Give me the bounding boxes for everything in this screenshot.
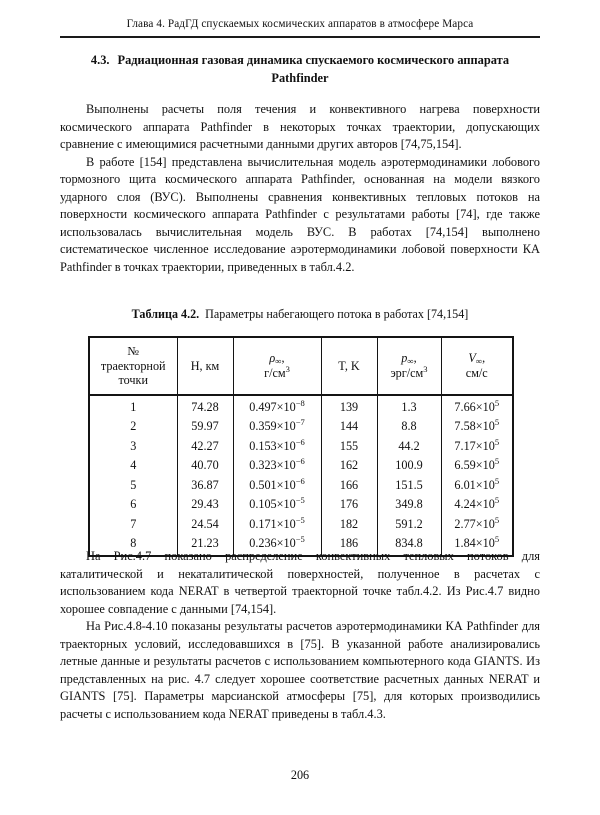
cell-pressure: 44.2	[377, 436, 441, 456]
table-row	[89, 436, 513, 456]
table-row	[89, 395, 513, 417]
subscript-infinity: ∞	[275, 355, 282, 366]
paragraph: На Рис.4.8-4.10 показаны результаты расчетов аэротермодинамики КА Pathfinder для траекторных условий, исследовавшихся в [75]. В указанной работе анализировались летные данные и результаты расчетов с использованием компьютерного кода GIANTS. Из представленных на рис. 4.7 следует хорошее соответствие расчетных данных NERAT и GIANTS [75]. Параметры марсианской атмосферы [75], для которых производились расчеты с использованием кода NERAT приведены в табл.4.3.	[60, 619, 540, 721]
cell-altitude: 29.43	[177, 495, 233, 515]
times-ten: ×10	[475, 438, 495, 453]
params-table	[88, 336, 514, 557]
cell-point-number: 8	[89, 534, 177, 557]
cell-density	[233, 417, 321, 437]
cell-velocity	[441, 436, 513, 456]
times-ten: ×10	[276, 438, 296, 453]
exponent: −5	[295, 534, 305, 545]
table-header-row	[89, 337, 513, 395]
header-cell-velocity: $V_\infty$, см/с	[441, 337, 513, 395]
header-cell-pressure: $p_\infty$, эрг/$см^3$	[377, 337, 441, 395]
running-head: Глава 4. РадГД спускаемых космических аппаратов в атмосфере Марса	[126, 18, 474, 30]
section-heading	[88, 52, 512, 87]
mantissa: 0.359	[249, 419, 277, 434]
cell-altitude: 59.97	[177, 417, 233, 437]
section-title: Радиационная газовая динамика спускаемого космического аппарата Pathfinder	[117, 53, 510, 85]
page-number: 206	[290, 768, 310, 782]
units-exponent: 3	[285, 364, 290, 375]
exponent: 5	[494, 417, 500, 428]
cell-temperature: 166	[321, 475, 377, 495]
table-row	[89, 495, 513, 515]
cell-temperature: 155	[321, 436, 377, 456]
cell-point-number: 3	[89, 436, 177, 456]
paragraph: На Рис.4.7 показано распределение конвективных тепловых потоков для каталитической и некаталитической поверхностей, полученное в расчетах с использованием кода NERAT в четвертой траекторной точке табл.4.2. Из Рис.4.7 видно хорошее совпадение с данными [74,154].	[60, 549, 540, 616]
mantissa: 4.24	[454, 497, 476, 512]
mantissa: 1.84	[454, 536, 476, 551]
table-body	[89, 395, 513, 556]
cell-point-number: 7	[89, 514, 177, 534]
exponent: 5	[494, 514, 500, 525]
cell-velocity	[441, 456, 513, 476]
cell-pressure: 1.3	[377, 395, 441, 417]
exponent: −5	[295, 495, 305, 506]
cell-altitude: 40.70	[177, 456, 233, 476]
cell-temperature: 144	[321, 417, 377, 437]
units-text: эрг/см	[390, 366, 424, 381]
table-row	[89, 475, 513, 495]
exponent: 5	[494, 456, 500, 467]
cell-temperature: 139	[321, 395, 377, 417]
header-cell-point-number	[89, 337, 177, 395]
cell-altitude: 24.54	[177, 514, 233, 534]
times-ten: ×10	[475, 516, 495, 531]
cell-velocity	[441, 495, 513, 515]
paragraph: Выполнены расчеты поля течения и конвективного нагрева поверхности космического аппарата Pathfinder в некоторых точках траектории, допускающих сравнение с имеющимися расчетными данными других авторов [74,75,154].	[60, 102, 540, 152]
times-ten: ×10	[276, 497, 296, 512]
cell-altitude: 42.27	[177, 436, 233, 456]
table-row	[89, 456, 513, 476]
section-number: 4.3.	[90, 53, 110, 67]
cell-velocity	[441, 395, 513, 417]
mantissa: 7.66	[454, 399, 476, 414]
times-ten: ×10	[276, 458, 296, 473]
cell-altitude: 36.87	[177, 475, 233, 495]
table-caption	[60, 307, 540, 323]
cell-density	[233, 436, 321, 456]
table-caption-text: Параметры набегающего потока в работах [74,154]	[205, 307, 469, 321]
symbol-p: p	[401, 350, 408, 365]
table-caption-label: Таблица 4.2.	[131, 307, 200, 321]
units-text: см/с	[465, 366, 488, 381]
cell-density	[233, 395, 321, 417]
times-ten: ×10	[276, 419, 296, 434]
table-row	[89, 514, 513, 534]
cell-density	[233, 495, 321, 515]
exponent: 5	[494, 495, 500, 506]
cell-pressure: 591.2	[377, 514, 441, 534]
header-line: траекторной	[100, 358, 166, 373]
header-line: T, K	[338, 358, 360, 373]
cell-density	[233, 514, 321, 534]
symbol-rho: ρ	[269, 350, 276, 365]
cell-temperature: 186	[321, 534, 377, 557]
cell-pressure: 151.5	[377, 475, 441, 495]
cell-point-number: 4	[89, 456, 177, 476]
cell-altitude: 21.23	[177, 534, 233, 557]
symbol-v: V	[468, 350, 476, 365]
subscript-infinity: ∞	[407, 355, 414, 366]
times-ten: ×10	[475, 477, 495, 492]
cell-temperature: 162	[321, 456, 377, 476]
body-text-above-table	[60, 101, 540, 276]
header-line: точки	[118, 373, 149, 388]
exponent: −6	[295, 436, 305, 447]
exponent: −6	[295, 456, 305, 467]
table-row	[89, 417, 513, 437]
cell-velocity	[441, 514, 513, 534]
times-ten: ×10	[475, 536, 495, 551]
header-line: H, км	[190, 358, 220, 373]
units-exponent: 3	[423, 364, 428, 375]
cell-point-number: 2	[89, 417, 177, 437]
cell-altitude: 74.28	[177, 395, 233, 417]
times-ten: ×10	[276, 516, 296, 531]
cell-temperature: 182	[321, 514, 377, 534]
cell-velocity	[441, 417, 513, 437]
mantissa: 6.01	[454, 477, 476, 492]
mantissa: 0.323	[249, 458, 277, 473]
cell-density	[233, 475, 321, 495]
header-cell-temperature	[321, 337, 377, 395]
cell-pressure: 349.8	[377, 495, 441, 515]
units-text: г/см	[264, 366, 286, 381]
mantissa: 6.59	[454, 458, 476, 473]
cell-point-number: 5	[89, 475, 177, 495]
cell-temperature: 176	[321, 495, 377, 515]
mantissa: 0.236	[249, 536, 277, 551]
exponent: −5	[295, 514, 305, 525]
times-ten: ×10	[475, 399, 495, 414]
cell-velocity	[441, 475, 513, 495]
exponent: −8	[295, 397, 305, 408]
mantissa: 0.497	[249, 399, 277, 414]
mantissa: 0.171	[249, 516, 277, 531]
params-table-wrapper	[88, 336, 512, 557]
mantissa: 7.58	[454, 419, 476, 434]
exponent: −6	[295, 475, 305, 486]
subscript-infinity: ∞	[475, 355, 483, 366]
cell-density	[233, 456, 321, 476]
times-ten: ×10	[276, 477, 296, 492]
mantissa: 2.77	[454, 516, 476, 531]
cell-point-number: 6	[89, 495, 177, 515]
times-ten: ×10	[276, 399, 296, 414]
paragraph: В работе [154] представлена вычислительная модель аэротермодинамики лобового тормозного щита космического аппарата Pathfinder, основанная на модели вязкого ударного слоя (ВУС). Выполнены сравнения конвективных тепловых потоков на поверхности космического аппарата Pathfinder с результатами работы [74], где также использовалась вычислительная модель ВУС. В работах [74,154] выполнено систематическое численное исследование аэротермодинамики лобовой поверхности КА Pathfinder в точках траектории, приведенных в табл.4.2.	[60, 154, 540, 274]
exponent: −7	[295, 417, 305, 428]
header-line: №	[127, 343, 140, 358]
times-ten: ×10	[475, 458, 495, 473]
exponent: 5	[494, 534, 500, 545]
exponent: 5	[494, 436, 500, 447]
times-ten: ×10	[475, 497, 495, 512]
exponent: 5	[494, 475, 500, 486]
body-text-below-table	[60, 548, 540, 723]
cell-point-number: 1	[89, 395, 177, 417]
mantissa: 0.105	[249, 497, 277, 512]
header-cell-altitude	[177, 337, 233, 395]
header-cell-density: $\rho_\infty$, $г/см^3$	[233, 337, 321, 395]
exponent: 5	[494, 397, 500, 408]
cell-pressure: 8.8	[377, 417, 441, 437]
cell-pressure: 100.9	[377, 456, 441, 476]
times-ten: ×10	[276, 536, 296, 551]
cell-pressure: 834.8	[377, 534, 441, 557]
mantissa: 0.501	[249, 477, 277, 492]
times-ten: ×10	[475, 419, 495, 434]
mantissa: 0.153	[249, 438, 277, 453]
header-rule	[60, 36, 540, 38]
mantissa: 7.17	[454, 438, 476, 453]
